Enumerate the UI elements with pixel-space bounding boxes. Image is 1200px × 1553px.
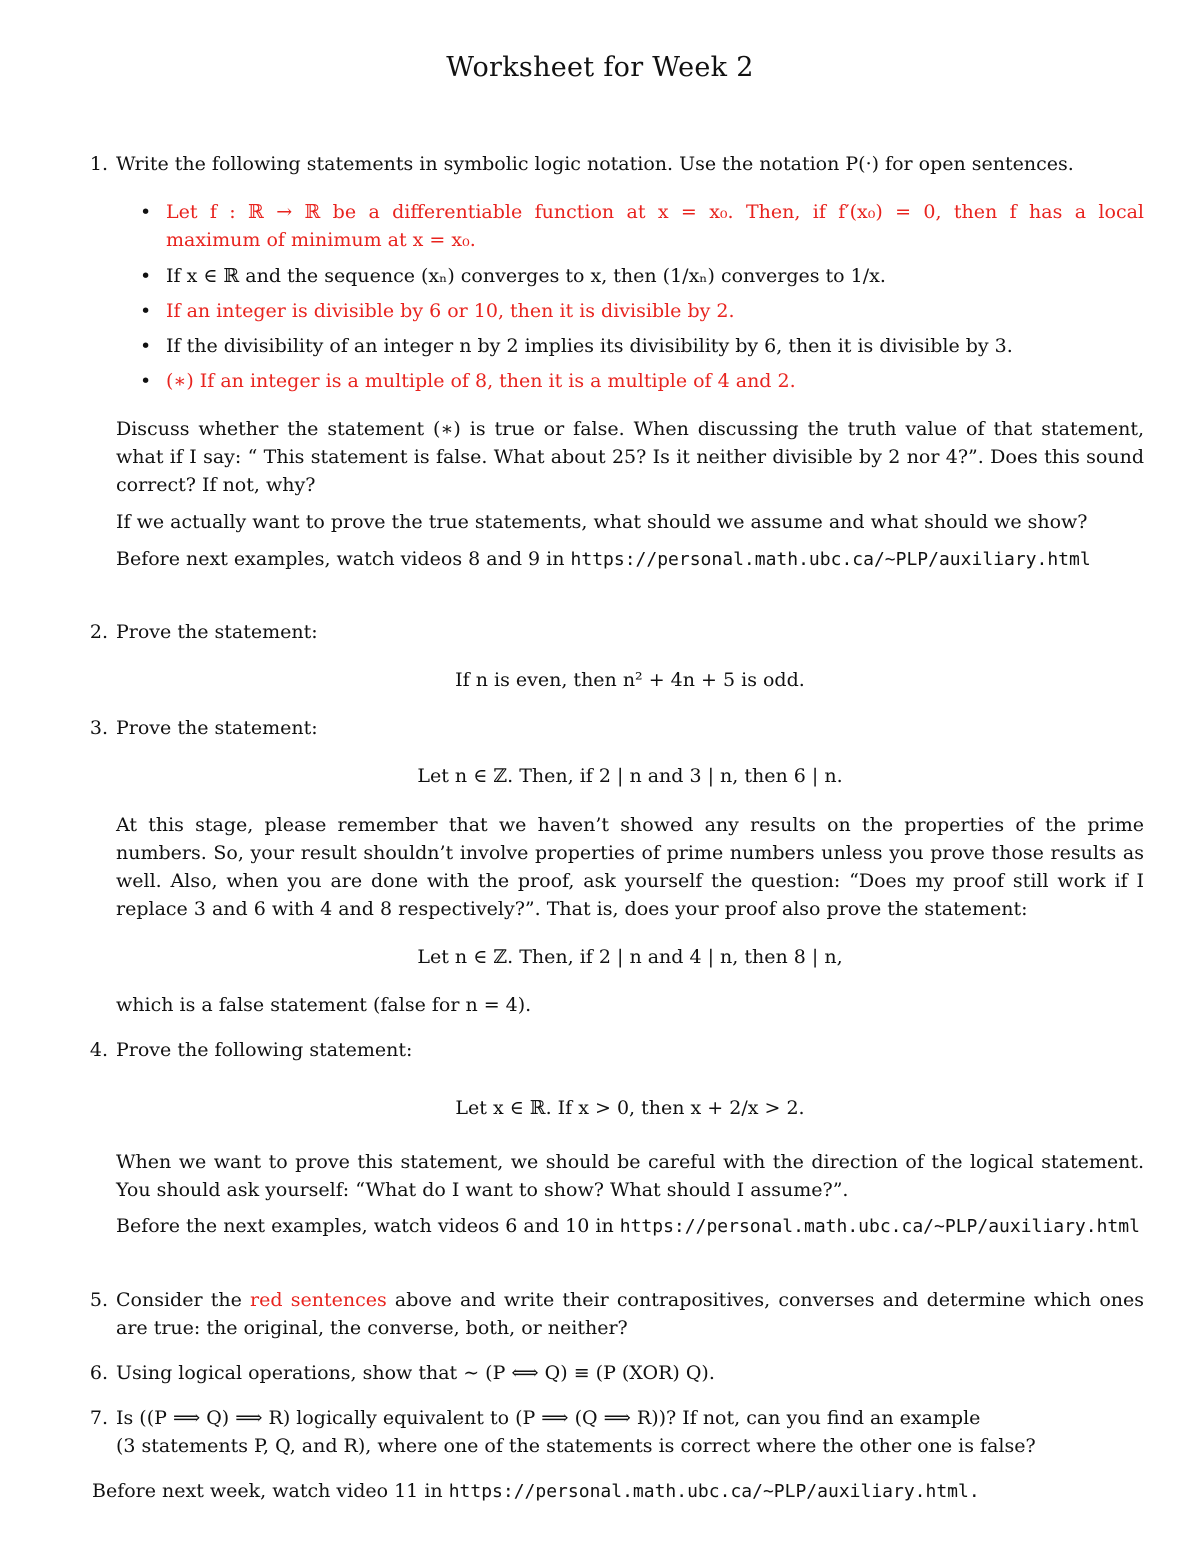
- q4-videos-link[interactable]: https://personal.math.ubc.ca/~PLP/auxiliary.html: [619, 1216, 1140, 1237]
- q3-text: Prove the statement:: [116, 717, 318, 739]
- q1-discuss: Discuss whether the statement (∗) is true or false. When discussing the truth value of that statement, what if I say: “ This statement is false. What about 25? Is it neither divisible by 2 nor 4?”. Does this sound correct? If not, why?: [116, 418, 1144, 496]
- q5-text-after: above and write their contrapositives, converses and determine which ones are true: the original, the converse, both, or neither?: [116, 1289, 1145, 1339]
- q1-number: 1.: [89, 153, 108, 175]
- q3-statement-2: Let n ∈ ℤ. Then, if 2 | n and 4 | n, then 8 | n,: [417, 946, 843, 968]
- q6-text: Using logical operations, show that ∼ (P ⟺ Q) ≡ (P (XOR) Q).: [116, 1362, 715, 1384]
- q4-text: Prove the following statement:: [116, 1039, 413, 1061]
- q4-statement: Let x ∈ ℝ. If x > 0, then x + 2/x > 2.: [455, 1097, 805, 1119]
- bullet-icon: •: [140, 265, 152, 287]
- bullet-icon: •: [140, 201, 152, 223]
- q1-videos: [116, 545, 1091, 574]
- q5-text-before: Consider the: [116, 1289, 242, 1311]
- q4-note: When we want to prove this statement, we should be careful with the direction of the logical statement. You should ask yourself: “What do I want to show? What should I assume?”.: [116, 1151, 1144, 1201]
- q1-videos-text: Before next examples, watch videos 8 and 9 in: [116, 548, 565, 570]
- q6-number: 6.: [89, 1362, 108, 1384]
- q4-videos: [116, 1212, 1140, 1241]
- q3-note: At this stage, please remember that we haven’t showed any results on the properties of the prime numbers. So, your result shouldn’t involve properties of prime numbers unless you prove those results as well. Also, when you are done with the proof, ask yourself the question: “Does my proof still work if I replace 3 and 6 with 4 and 8 respectively?”. That is, does your proof also prove the statement:: [116, 814, 1144, 920]
- q1-videos-link[interactable]: https://personal.math.ubc.ca/~PLP/auxiliary.html: [570, 549, 1091, 570]
- q1-bullet-3: If an integer is divisible by 6 or 10, then it is divisible by 2.: [166, 300, 735, 322]
- q2-text: Prove the statement:: [116, 621, 318, 643]
- q2-statement: If n is even, then n² + 4n + 5 is odd.: [455, 669, 805, 691]
- q7-line1: Is ((P ⟹ Q) ⟹ R) logically equivalent to (P ⟹ (Q ⟹ R))? If not, can you find an example: [116, 1407, 981, 1429]
- q3-number: 3.: [89, 717, 108, 739]
- q7-number: 7.: [89, 1407, 108, 1429]
- q5-text: [116, 1286, 1144, 1342]
- page-title: Worksheet for Week 2: [446, 52, 754, 83]
- q2-number: 2.: [89, 621, 108, 643]
- footer-text: Before next week, watch video 11 in: [92, 1480, 443, 1502]
- bullet-icon: •: [140, 300, 152, 322]
- q7-line2: (3 statements P, Q, and R), where one of the statements is correct where the other one is false?: [116, 1435, 1036, 1457]
- bullet-icon: •: [140, 335, 152, 357]
- q1-bullet-1-line2: maximum of minimum at x = x₀.: [166, 229, 476, 251]
- footer-link[interactable]: https://personal.math.ubc.ca/~PLP/auxiliary.html.: [448, 1481, 980, 1502]
- q5-number: 5.: [89, 1289, 108, 1311]
- q1-bullet-4: If the divisibility of an integer n by 2 implies its divisibility by 6, then it is divisible by 3.: [166, 335, 1013, 357]
- footer-videos: [92, 1477, 980, 1506]
- q3-statement: Let n ∈ ℤ. Then, if 2 | n and 3 | n, then 6 | n.: [417, 765, 843, 787]
- bullet-icon: •: [140, 370, 152, 392]
- q1-text: Write the following statements in symbolic logic notation. Use the notation P(·) for open sentences.: [116, 153, 1074, 175]
- q1-bullet-2: If x ∈ ℝ and the sequence (xₙ) converges to x, then (1/xₙ) converges to 1/x.: [166, 265, 886, 287]
- q3-false-note: which is a false statement (false for n = 4).: [116, 994, 532, 1016]
- q1-prove-question: If we actually want to prove the true statements, what should we assume and what should we show?: [116, 511, 1088, 533]
- q5-red-phrase: red sentences: [250, 1289, 387, 1311]
- q1-bullet-1-line1: Let f : ℝ → ℝ be a differentiable function at x = x₀. Then, if f′(x₀) = 0, then f has a local: [166, 201, 1144, 223]
- q4-number: 4.: [89, 1039, 108, 1061]
- q4-videos-text: Before the next examples, watch videos 6 and 10 in: [116, 1215, 614, 1237]
- q1-bullet-5: (∗) If an integer is a multiple of 8, then it is a multiple of 4 and 2.: [166, 370, 796, 392]
